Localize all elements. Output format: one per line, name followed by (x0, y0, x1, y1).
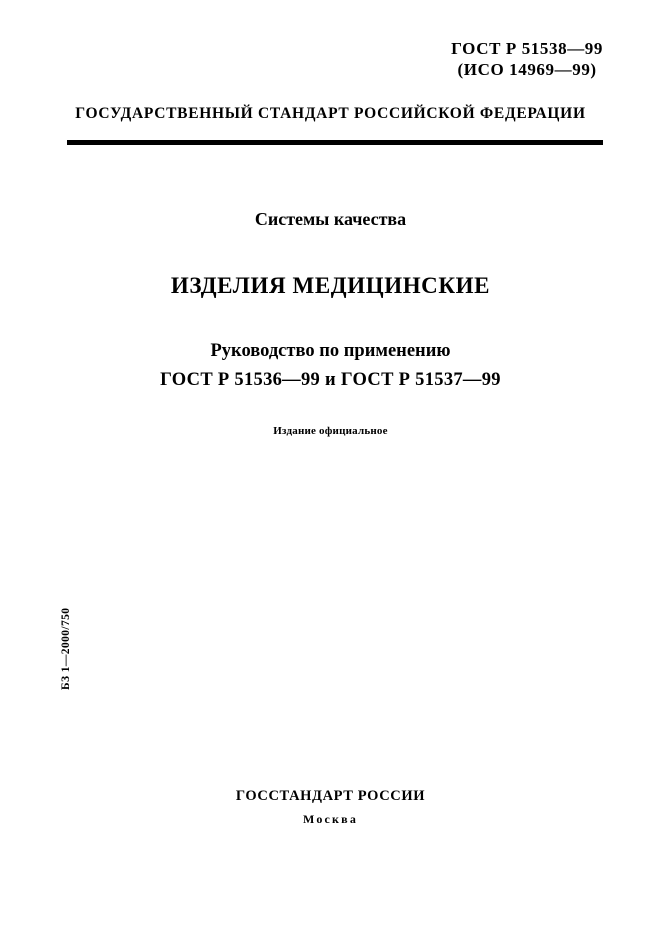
standard-designation (451, 38, 603, 80)
official-edition-note: Издание официальное (273, 425, 388, 437)
side-margin-code: БЗ 1—2000/750 (60, 607, 72, 690)
header-divider-rule (67, 140, 603, 145)
title-category: Системы качества (254, 209, 407, 229)
subtitle-references: ГОСТ Р 51536—99 и ГОСТ Р 51537—99 (160, 370, 501, 390)
page-title: ИЗДЕЛИЯ МЕДИЦИНСКИЕ (170, 273, 491, 298)
standard-code-primary: ГОСТ Р 51538—99 (451, 39, 603, 58)
national-standard-heading: ГОСУДАРСТВЕННЫЙ СТАНДАРТ РОССИЙСКОЙ ФЕДЕРАЦИИ (75, 105, 586, 122)
title-block (0, 208, 661, 392)
standard-code-iso: (ИСО 14969—99) (457, 60, 597, 79)
publisher-block (0, 788, 661, 827)
subtitle-primary: Руководство по применению (210, 341, 451, 361)
publisher-city: Москва (302, 812, 359, 826)
publisher-name: ГОССТАНДАРТ РОССИИ (235, 788, 426, 804)
